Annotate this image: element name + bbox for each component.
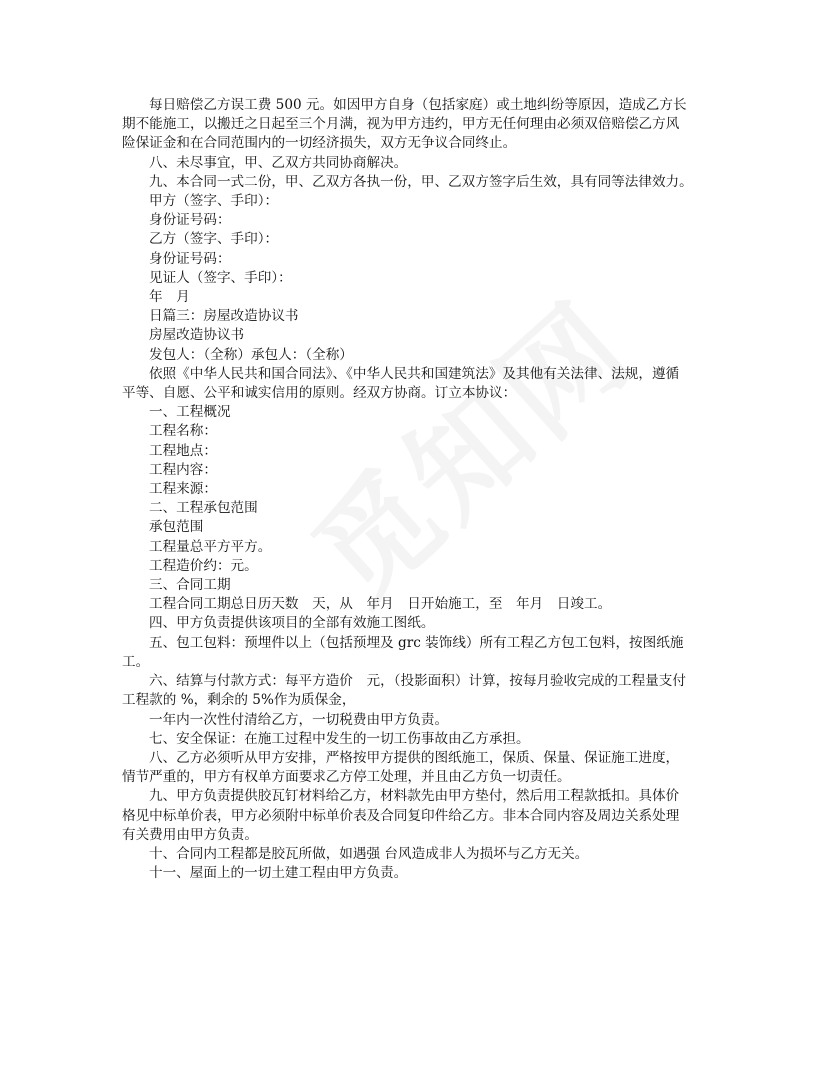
text-line: 工程名称： bbox=[149, 423, 217, 440]
text-line: 身份证号码： bbox=[149, 212, 231, 229]
text-line: 工。 bbox=[122, 653, 150, 670]
text-line: 五、包工包料：预埋件以上（包括预埋及 grc 装饰线）所有工程乙方包工包料，按图纸施 bbox=[149, 634, 684, 651]
contract-body bbox=[122, 96, 712, 883]
text-line: 发包人：（全称）承包人：（全称） bbox=[149, 346, 353, 363]
text-line: 工程地点： bbox=[149, 442, 217, 459]
text-line: 有关费用由甲方负责。 bbox=[122, 826, 258, 843]
text-line: 工程造价约：元。 bbox=[149, 557, 258, 574]
text-line: 乙方（签字、手印）： bbox=[149, 231, 279, 248]
text-line: 日篇三：房屋改造协议书 bbox=[149, 308, 299, 325]
text-line: 每日赔偿乙方误工费 500 元。如因甲方自身（包括家庭）或土地纠纷等原因，造成乙方长 bbox=[149, 97, 687, 113]
text-line: 一、工程概况 bbox=[149, 404, 231, 421]
text-line: 工程量总平方平方。 bbox=[149, 538, 272, 555]
text-line: 七、安全保证：在施工过程中发生的一切工伤事故由乙方承担。 bbox=[149, 730, 530, 747]
text-line: 险保证金和在合同范围内的一切经济损失，双方无争议合同终止。 bbox=[122, 135, 517, 152]
text-line: 八、未尽事宜，甲、乙双方共同协商解决。 bbox=[149, 154, 408, 171]
text-line: 年 月 bbox=[149, 289, 190, 306]
text-line: 依照《中华人民共和国合同法》、《中华人民共和国建筑法》及其他有关法律、法规，遵循 bbox=[149, 365, 680, 382]
text-line: 工程来源： bbox=[149, 481, 217, 498]
text-line: 见证人（签字、手印）： bbox=[149, 269, 292, 286]
text-line: 平等、自愿、公平和诚实信用的原则。经双方协商。订立本协议： bbox=[122, 385, 517, 402]
text-line: 九、本合同一式二份，甲、乙双方各执一份，甲、乙双方签字后生效，具有同等法律效力。 bbox=[149, 173, 693, 190]
text-line: 工程合同工期总日历天数 天，从 年月 日开始施工，至 年月 日竣工。 bbox=[149, 596, 612, 613]
text-line: 一年内一次性付清给乙方，一切税费由甲方负责。 bbox=[149, 711, 449, 728]
text-line: 十一、屋面上的一切土建工程由甲方负责。 bbox=[149, 865, 408, 882]
text-line: 情节严重的，甲方有权单方面要求乙方停工处理，并且由乙方负一切责任。 bbox=[122, 769, 571, 786]
text-line: 甲方（签字、手印）： bbox=[149, 193, 279, 210]
text-line: 三、合同工期 bbox=[149, 577, 231, 594]
text-line: 承包范围 bbox=[149, 519, 204, 536]
text-line: 十、合同内工程都是胶瓦所做，如遇强 台风造成非人为损坏与乙方无关。 bbox=[149, 845, 589, 862]
text-line: 二、工程承包范围 bbox=[149, 500, 258, 517]
text-line: 九、甲方负责提供胶瓦钉材料给乙方，材料款先由甲方垫付，然后用工程款抵扣。具体价 bbox=[149, 788, 680, 805]
text-line: 工程款的 %，剩余的 5%作为质保金， bbox=[122, 692, 356, 709]
text-line: 身份证号码： bbox=[149, 250, 231, 267]
text-line: 四、甲方负责提供该项目的全部有效施工图纸。 bbox=[149, 615, 435, 632]
text-line: 房屋改造协议书 bbox=[149, 327, 245, 344]
text-line: 期不能施工，以搬迁之日起至三个月满，视为甲方违约，甲方无任何理由必须双倍赔偿乙方风 bbox=[122, 116, 680, 133]
text-line: 工程内容： bbox=[149, 461, 217, 478]
text-line: 六、结算与付款方式：每平方造价 元，（投影面积）计算，按每月验收完成的工程量支付 bbox=[149, 673, 686, 690]
text-line: 八、乙方必须听从甲方安排，严格按甲方提供的图纸施工，保质、保量、保证施工进度， bbox=[149, 749, 680, 766]
text-line: 格见中标单价表，甲方必须附中标单价表及合同复印件给乙方。非本合同内容及周边关系处理 bbox=[122, 807, 680, 824]
